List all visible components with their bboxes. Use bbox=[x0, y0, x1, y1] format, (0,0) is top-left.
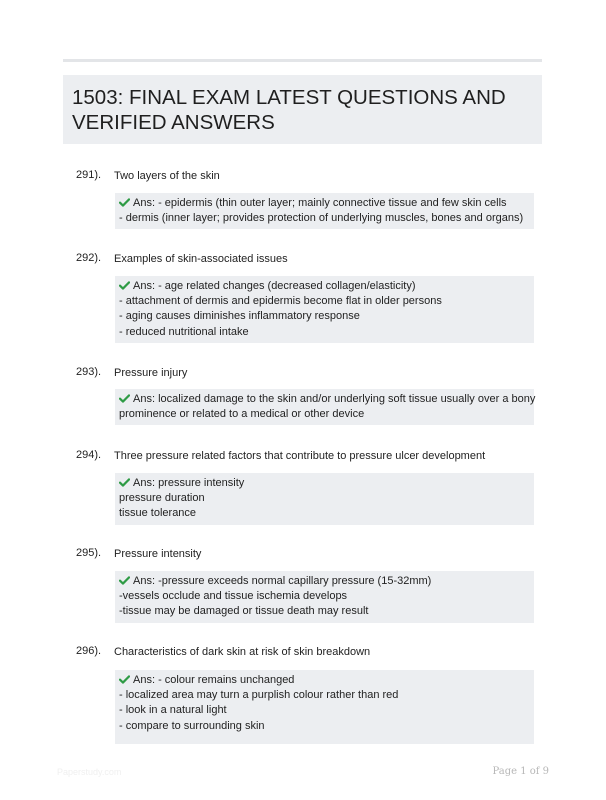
answer-box bbox=[115, 389, 534, 425]
answer-line: pressure duration bbox=[119, 492, 205, 505]
answer-text: Ans: localized damage to the skin and/or underlying soft tissue usually over a bony bbox=[133, 393, 536, 405]
answer-line: - attachment of dermis and epidermis become flat in older persons bbox=[119, 295, 442, 308]
check-icon bbox=[119, 281, 130, 290]
answer-line: -tissue may be damaged or tissue death may result bbox=[119, 605, 369, 618]
answer-box bbox=[115, 473, 534, 525]
answer-line bbox=[119, 196, 530, 211]
answer-box bbox=[115, 193, 534, 229]
answer-line: - compare to surrounding skin bbox=[119, 719, 265, 732]
answer-line bbox=[119, 673, 530, 688]
question-number: 292). bbox=[76, 252, 102, 264]
answer-box bbox=[115, 670, 534, 744]
question-text: Examples of skin-associated issues bbox=[114, 253, 288, 265]
answer-line: - localized area may turn a purplish colour rather than red bbox=[119, 689, 399, 702]
check-icon bbox=[119, 198, 130, 207]
answer-line: - dermis (inner layer; provides protection of underlying muscles, bones and organs) bbox=[119, 212, 524, 225]
answer-text: Ans: - age related changes (decreased collagen/elasticity) bbox=[133, 280, 416, 292]
answer-line: - reduced nutritional intake bbox=[119, 325, 249, 338]
question-number: 294). bbox=[76, 449, 102, 461]
answer-text: Ans: -pressure exceeds normal capillary pressure (15-32mm) bbox=[133, 575, 432, 587]
answer-line: - look in a natural light bbox=[119, 704, 227, 717]
question-number: 291). bbox=[76, 169, 102, 181]
question-text: Pressure intensity bbox=[114, 548, 202, 560]
answer-text: Ans: - colour remains unchanged bbox=[133, 674, 295, 686]
question-text: Pressure injury bbox=[114, 367, 188, 379]
question-number: 296). bbox=[76, 645, 102, 657]
answer-line: - aging causes diminishes inflammatory response bbox=[119, 310, 360, 323]
question-number: 293). bbox=[76, 366, 102, 378]
top-divider bbox=[63, 59, 542, 62]
question-number: 295). bbox=[76, 547, 102, 559]
question-text: Two layers of the skin bbox=[114, 170, 220, 182]
answer-line bbox=[119, 574, 530, 589]
answer-line bbox=[119, 392, 536, 407]
answer-line bbox=[119, 279, 530, 294]
question-text: Three pressure related factors that contribute to pressure ulcer development bbox=[114, 450, 486, 462]
check-icon bbox=[119, 576, 130, 585]
answer-text: Ans: pressure intensity bbox=[133, 477, 245, 489]
question-text: Characteristics of dark skin at risk of skin breakdown bbox=[114, 646, 371, 658]
answer-box bbox=[115, 276, 534, 343]
check-icon bbox=[119, 478, 130, 487]
page-title: 1503: FINAL EXAM LATEST QUESTIONS AND VERIFIED ANSWERS bbox=[72, 86, 506, 134]
footer-watermark: Paperstudy.com bbox=[57, 767, 122, 777]
answer-line: -vessels occlude and tissue ischemia develops bbox=[119, 590, 348, 603]
answer-line: tissue tolerance bbox=[119, 507, 197, 520]
answer-line bbox=[119, 476, 530, 491]
page-number: Page 1 of 9 bbox=[492, 766, 549, 777]
answer-line: prominence or related to a medical or other device bbox=[119, 408, 365, 421]
check-icon bbox=[119, 675, 130, 684]
title-banner bbox=[63, 75, 542, 144]
answer-box bbox=[115, 571, 534, 623]
answer-text: Ans: - epidermis (thin outer layer; mainly connective tissue and few skin cells bbox=[133, 197, 507, 209]
check-icon bbox=[119, 394, 130, 403]
